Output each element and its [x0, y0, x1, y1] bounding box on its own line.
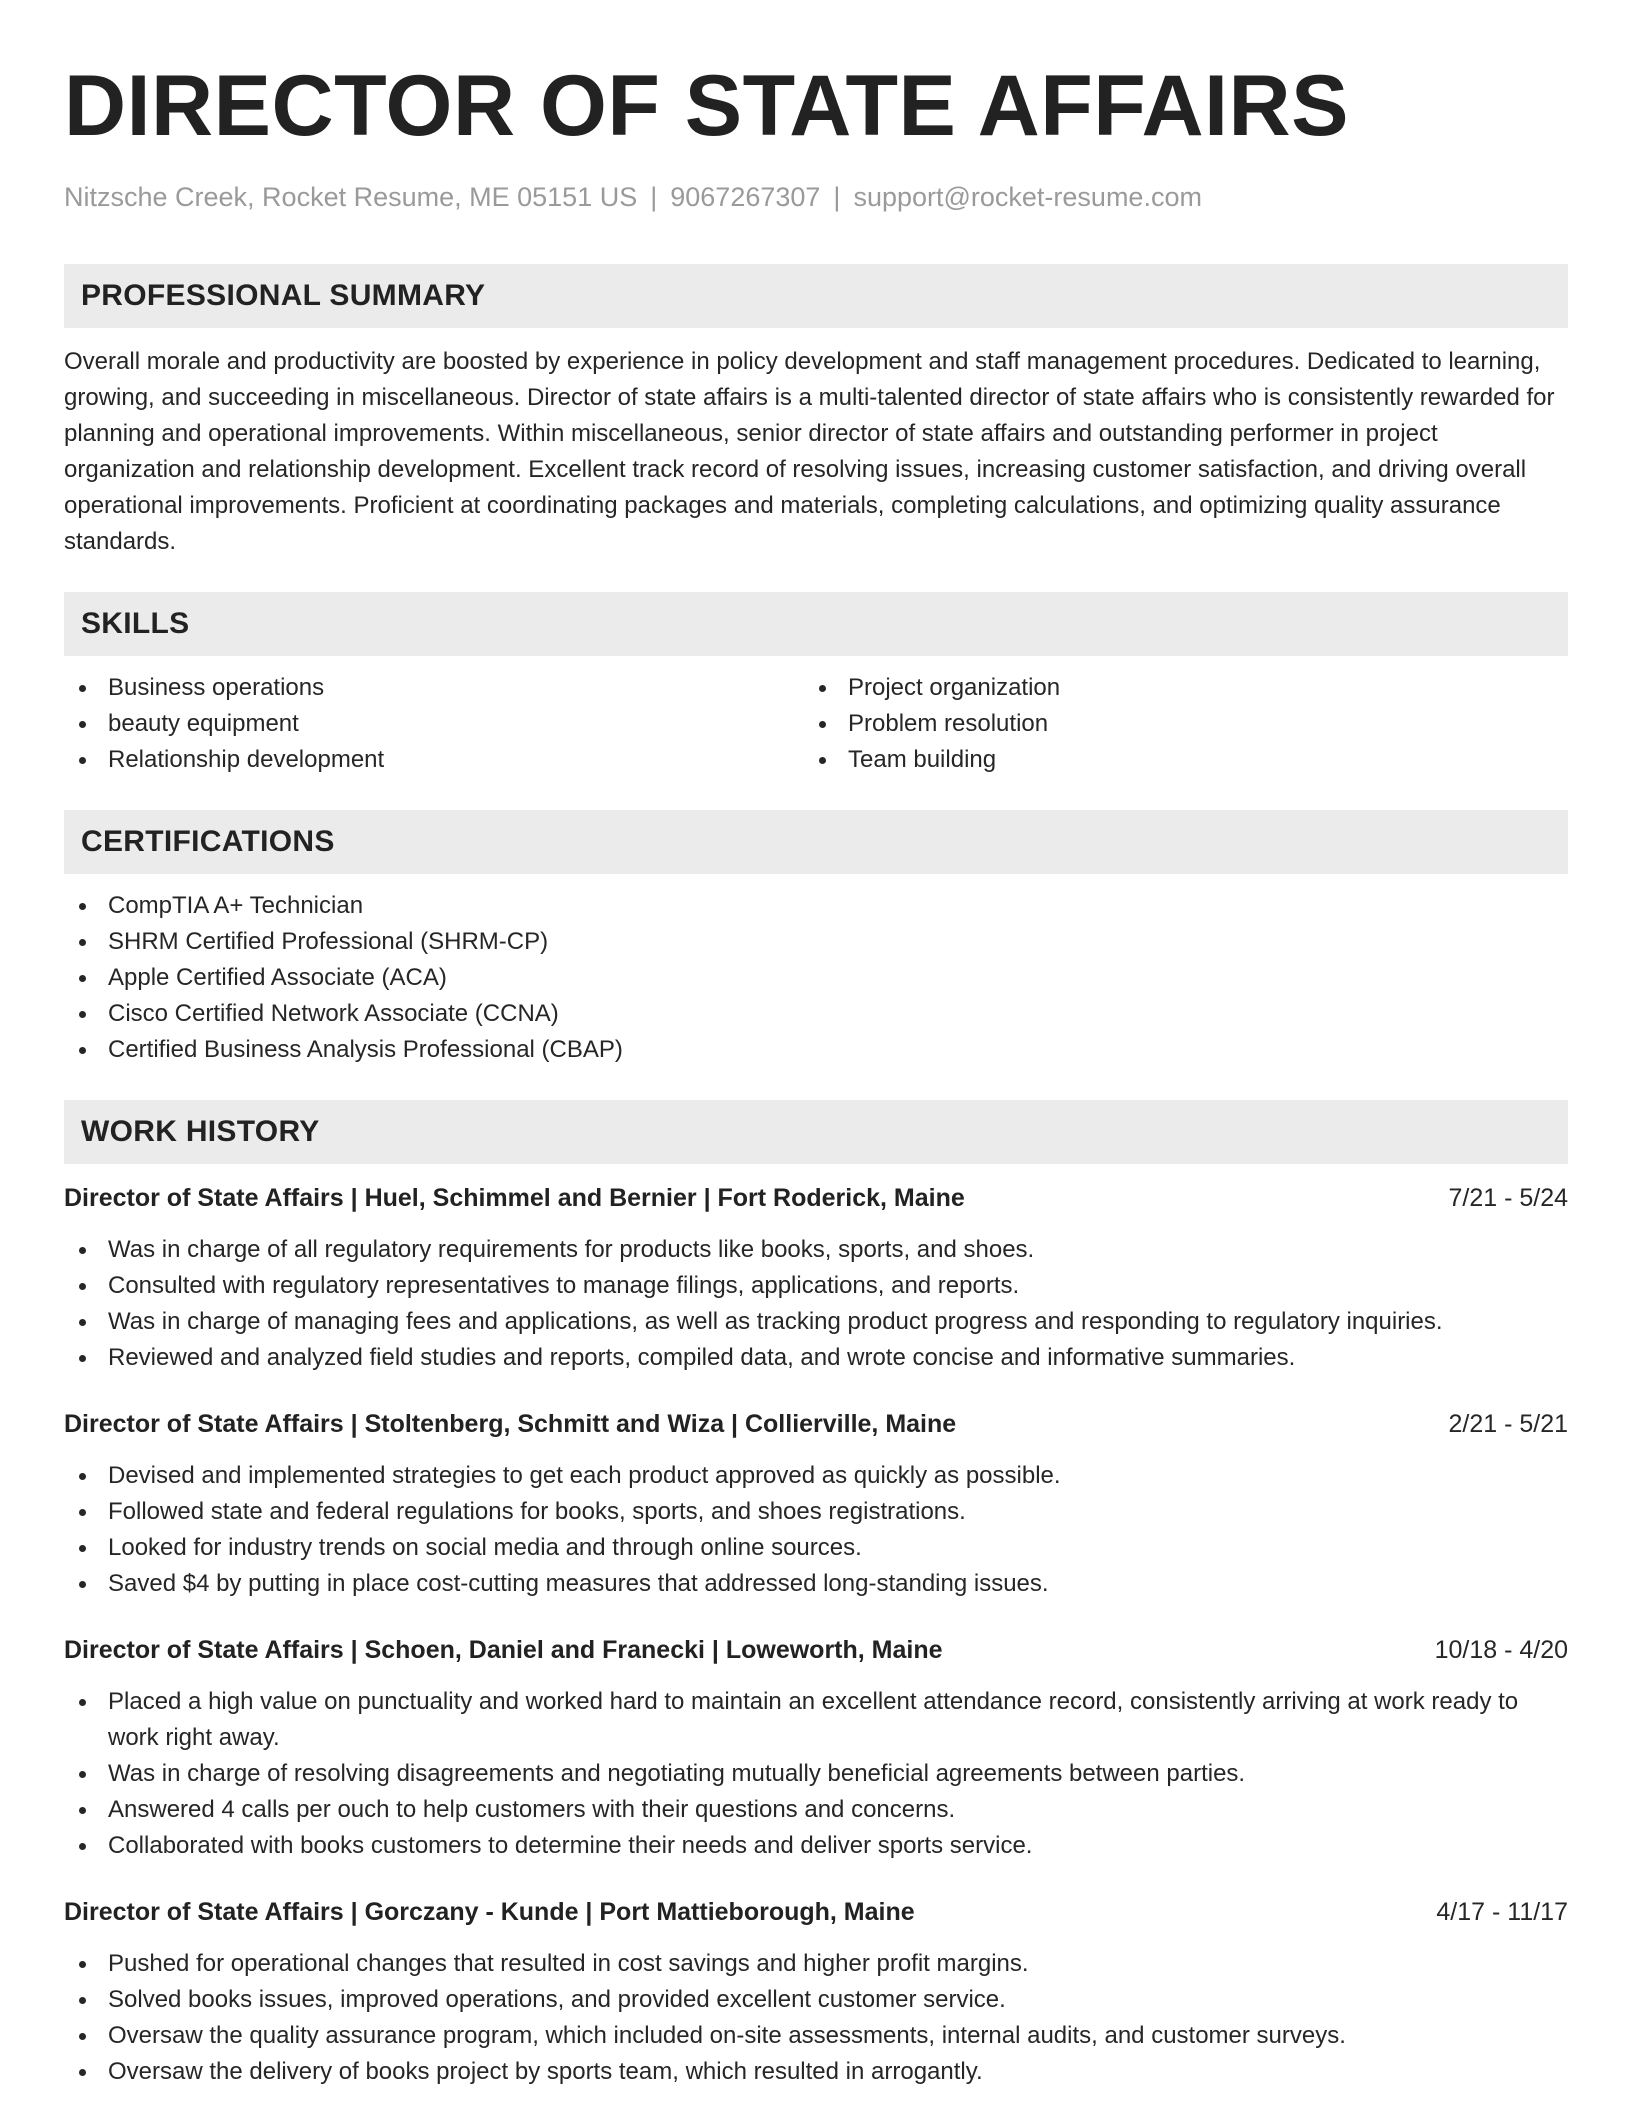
job-bullet: Devised and implemented strategies to get each product approved as quickly as possible. [64, 1458, 1568, 1494]
job-entry [64, 1406, 1568, 1602]
section-header-certifications: CERTIFICATIONS [64, 810, 1568, 874]
skills-grid [64, 670, 1568, 778]
certification-item: Cisco Certified Network Associate (CCNA) [64, 996, 1568, 1032]
job-bullet: Collaborated with books customers to determine their needs and deliver sports service. [64, 1828, 1568, 1864]
job-bullet: Followed state and federal regulations for books, sports, and shoes registrations. [64, 1494, 1568, 1530]
contact-line [64, 180, 1568, 214]
job-dates: 7/21 - 5/24 [1448, 1184, 1568, 1212]
job-bullet: Solved books issues, improved operations, and provided excellent customer service. [64, 1982, 1568, 2018]
job-bullet: Answered 4 calls per ouch to help customers with their questions and concerns. [64, 1792, 1568, 1828]
job-title: Director of State Affairs | Stoltenberg, Schmitt and Wiza | Collierville, Maine [64, 1410, 957, 1438]
certification-item: Apple Certified Associate (ACA) [64, 960, 1568, 996]
contact-separator: | [650, 182, 658, 212]
section-header-skills: SKILLS [64, 592, 1568, 656]
job-bullet: Was in charge of managing fees and applications, as well as tracking product progress and responding to regulatory inquiries. [64, 1304, 1568, 1340]
job-header [64, 1632, 1568, 1668]
job-bullets [64, 1232, 1568, 1376]
contact-address: Nitzsche Creek, Rocket Resume, ME 05151 US [64, 182, 638, 212]
certification-item: CompTIA A+ Technician [64, 888, 1568, 924]
job-entry [64, 1894, 1568, 2090]
skill-item: Relationship development [64, 742, 804, 778]
job-bullet: Pushed for operational changes that resulted in cost savings and higher profit margins. [64, 1946, 1568, 1982]
certification-item: Certified Business Analysis Professional (CBAP) [64, 1032, 1568, 1068]
contact-separator: | [833, 182, 841, 212]
skill-item: Business operations [64, 670, 804, 706]
job-bullet: Placed a high value on punctuality and worked hard to maintain an excellent attendance record, consistently arriving at work ready to work right away. [64, 1684, 1568, 1756]
skill-item: Project organization [804, 670, 1544, 706]
job-bullet: Looked for industry trends on social media and through online sources. [64, 1530, 1568, 1566]
section-header-professional-summary: PROFESSIONAL SUMMARY [64, 264, 1568, 328]
certification-item: SHRM Certified Professional (SHRM-CP) [64, 924, 1568, 960]
skill-item: Team building [804, 742, 1544, 778]
job-entry [64, 1180, 1568, 1376]
job-bullets [64, 1458, 1568, 1602]
job-dates: 10/18 - 4/20 [1434, 1636, 1568, 1664]
contact-email: support@rocket-resume.com [853, 182, 1202, 212]
skill-item: Problem resolution [804, 706, 1544, 742]
skills-list-left [64, 670, 804, 778]
job-header [64, 1406, 1568, 1442]
job-bullet: Saved $4 by putting in place cost-cutting measures that addressed long-standing issues. [64, 1566, 1568, 1602]
job-entry [64, 1632, 1568, 1864]
job-header [64, 1894, 1568, 1930]
professional-summary-text: Overall morale and productivity are boosted by experience in policy development and staff management procedures. Dedicated to learning, growing, and succeeding in miscellaneous. Director of state affairs is a multi-talented director of state affairs who is consistently rewarded for planning and operational improvements. Within miscellaneous, senior director of state affairs and outstanding performer in project organization and relationship development. Excellent track record of resolving issues, increasing customer satisfaction, and driving overall operational improvements. Proficient at coordinating packages and materials, completing calculations, and optimizing quality assurance standards. [64, 348, 1555, 555]
certifications-list [64, 888, 1568, 1068]
job-bullet: Consulted with regulatory representatives to manage filings, applications, and reports. [64, 1268, 1568, 1304]
job-bullets [64, 1684, 1568, 1864]
job-bullet: Was in charge of all regulatory requirements for products like books, sports, and shoes. [64, 1232, 1568, 1268]
job-bullet: Oversaw the delivery of books project by sports team, which resulted in arrogantly. [64, 2054, 1568, 2090]
job-dates: 2/21 - 5/21 [1448, 1410, 1568, 1438]
contact-phone: 9067267307 [670, 182, 821, 212]
resume-title: DIRECTOR OF STATE AFFAIRS [64, 58, 1349, 154]
job-title: Director of State Affairs | Schoen, Daniel and Franecki | Loweworth, Maine [64, 1636, 943, 1664]
job-title: Director of State Affairs | Huel, Schimmel and Bernier | Fort Roderick, Maine [64, 1184, 965, 1212]
skill-item: beauty equipment [64, 706, 804, 742]
job-dates: 4/17 - 11/17 [1436, 1898, 1568, 1926]
job-bullet: Reviewed and analyzed field studies and reports, compiled data, and wrote concise and informative summaries. [64, 1340, 1568, 1376]
job-header [64, 1180, 1568, 1216]
skills-list-right [804, 670, 1544, 778]
job-bullets [64, 1946, 1568, 2090]
job-title: Director of State Affairs | Gorczany - Kunde | Port Mattieborough, Maine [64, 1898, 915, 1926]
job-bullet: Oversaw the quality assurance program, which included on-site assessments, internal audits, and customer surveys. [64, 2018, 1568, 2054]
section-header-work-history: WORK HISTORY [64, 1100, 1568, 1164]
job-bullet: Was in charge of resolving disagreements and negotiating mutually beneficial agreements between parties. [64, 1756, 1568, 1792]
